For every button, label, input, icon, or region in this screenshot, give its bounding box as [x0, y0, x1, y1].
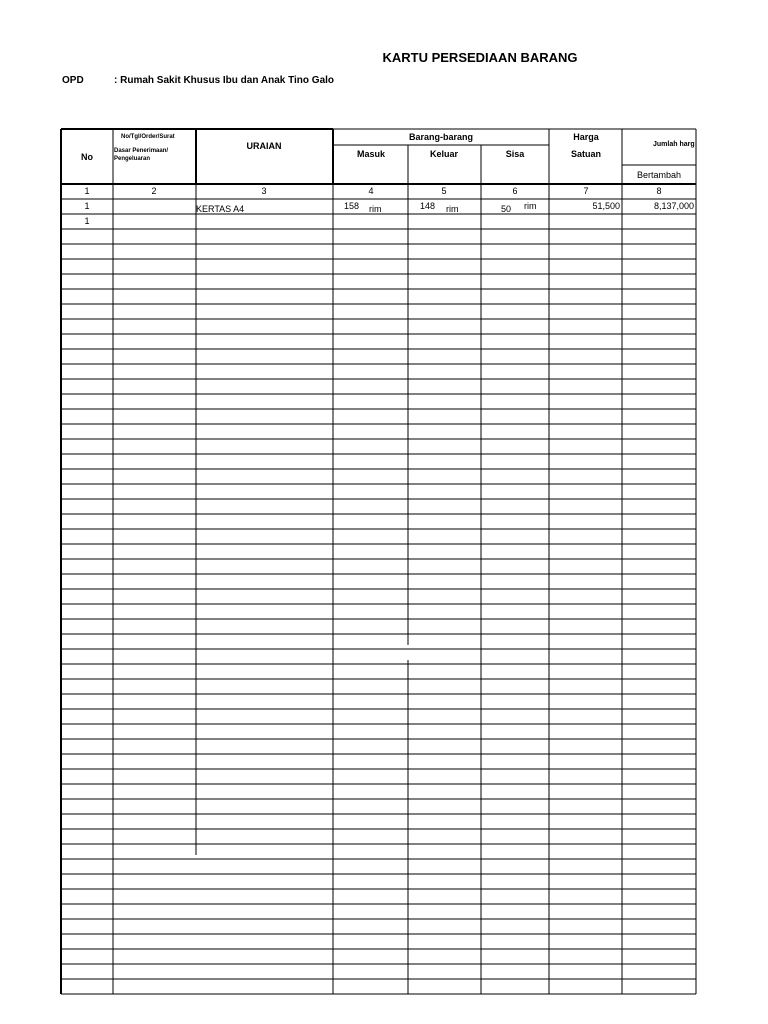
header-harga: Harga	[573, 132, 599, 142]
header-jumlah-harga: Jumlah harg	[653, 141, 695, 148]
col-number-7: 7	[583, 186, 589, 196]
header-uraian: URAIAN	[246, 141, 282, 151]
row-no: 1	[84, 201, 90, 211]
row-masuk-unit: rim	[369, 204, 382, 214]
header-no: No	[81, 152, 93, 162]
table-row	[84, 201, 694, 214]
col-number-3: 3	[261, 186, 267, 196]
opd-value: : Rumah Sakit Khusus Ibu dan Anak Tino Galo	[114, 75, 335, 86]
opd-label: OPD	[62, 75, 84, 86]
table-row	[84, 216, 89, 226]
col-number-1: 1	[84, 186, 90, 196]
col-number-6: 6	[512, 186, 518, 196]
page-title: KARTU PERSEDIAAN BARANG	[382, 50, 578, 65]
row-keluar-qty: 148	[420, 201, 436, 211]
col-number-5: 5	[441, 186, 447, 196]
row-masuk-qty: 158	[344, 201, 360, 211]
header-masuk: Masuk	[356, 149, 386, 159]
header-dasar-line3: Pengeluaran	[114, 156, 151, 162]
header-sisa: Sisa	[505, 149, 525, 159]
row-bertambah: 8,137,000	[653, 201, 694, 211]
col-number-2: 2	[151, 186, 157, 196]
col-number-4: 4	[368, 186, 374, 196]
header-bertambah: Bertambah	[636, 170, 682, 180]
header-dasar-line1: No/Tgl/Order/Surat	[121, 134, 175, 140]
row-no: 1	[84, 216, 90, 226]
header-dasar-line2: Dasar Penerimaan/	[114, 148, 169, 154]
header-satuan: Satuan	[570, 149, 602, 159]
row-sisa-unit: rim	[524, 201, 537, 211]
row-uraian: KERTAS A4	[196, 204, 245, 214]
col-number-8: 8	[656, 186, 662, 196]
header-barang-barang: Barang-barang	[408, 132, 474, 142]
row-sisa-qty: 50	[501, 204, 512, 214]
row-harga-satuan: 51,500	[592, 201, 620, 211]
header-keluar: Keluar	[429, 149, 459, 159]
row-keluar-unit: rim	[446, 204, 459, 214]
table-grid	[61, 129, 696, 994]
